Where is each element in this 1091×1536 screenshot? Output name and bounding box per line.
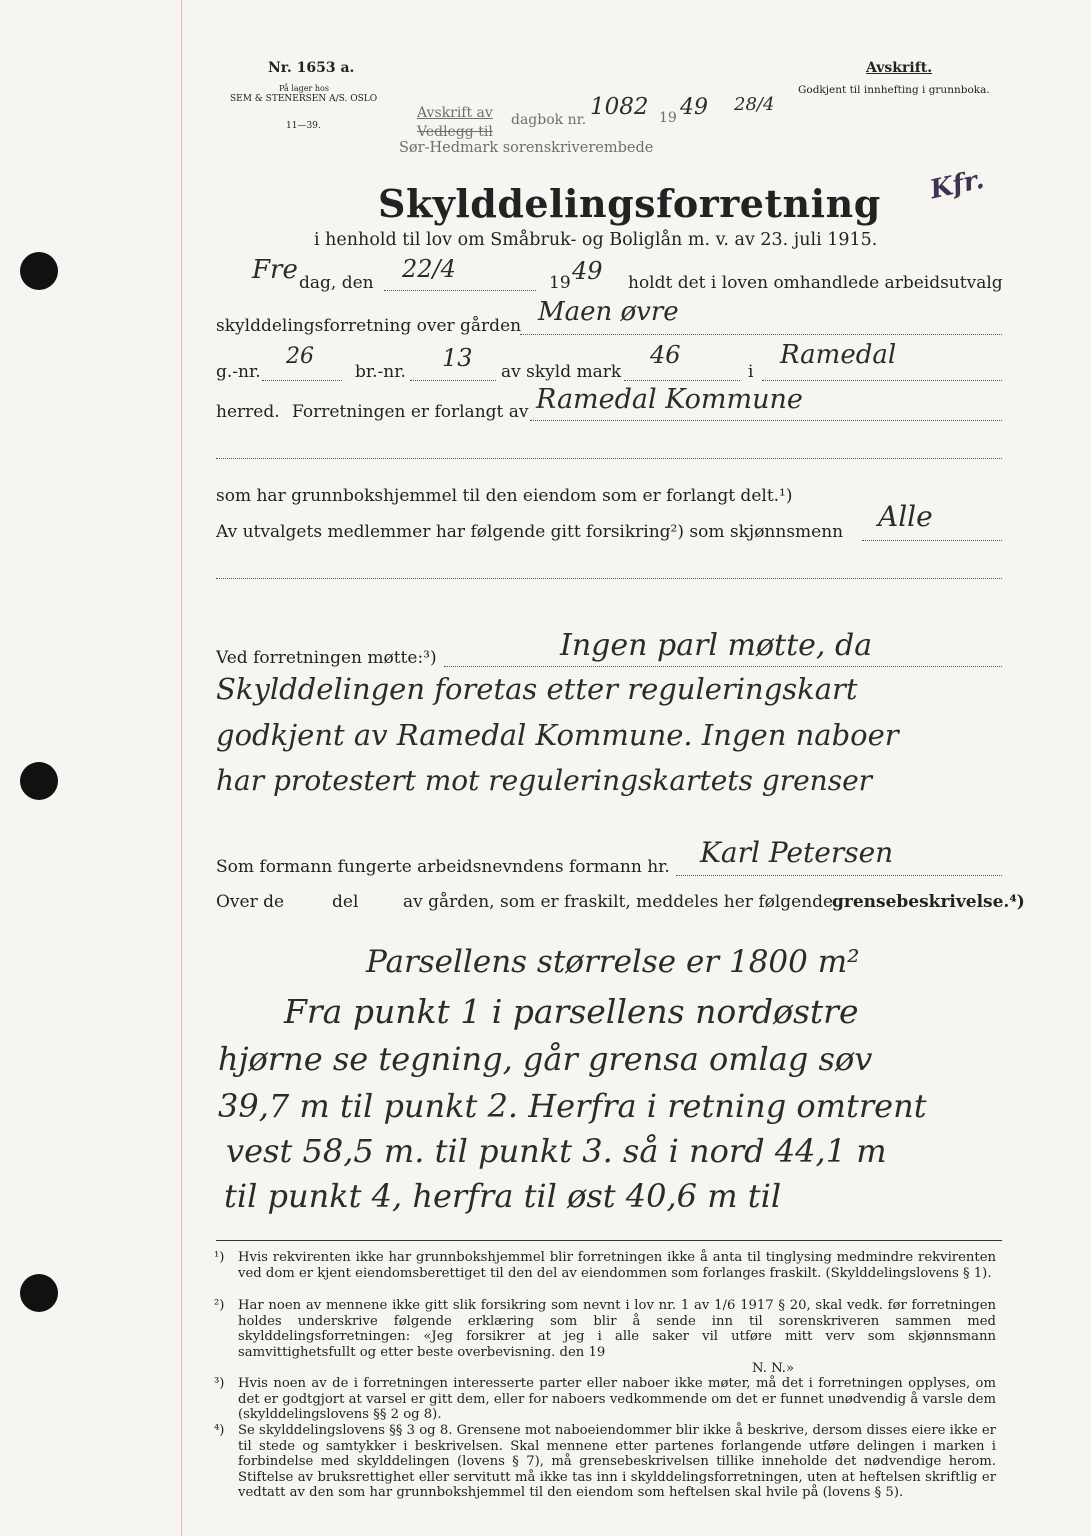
footnote-2	[214, 1298, 1002, 1362]
footnote-3-text: Hvis noen av de i forretningen interesserte parter eller naboer ikke møter, må det i forretningen opplyses, om det er godtgjort at varsel er gitt dem, eller for naboers vedkommende om det er funnet unødvendig å varsle dem (skylddelingslovens §§ 2 og 8).	[238, 1376, 996, 1423]
grunnbok-text: som har grunnbokshjemmel til den eiendom som er forlangt delt.¹)	[216, 486, 793, 506]
date-hand: 22/4	[402, 255, 456, 283]
form-number: Nr. 1653 a.	[268, 60, 355, 76]
blank-dots-1	[216, 458, 1002, 459]
mote-hand-3: godkjent av Ramedal Kommune. Ingen naboer	[216, 718, 899, 752]
blank-dots-2	[216, 578, 1002, 579]
publisher-small: På lager hos	[279, 84, 329, 93]
mote-hand-4: har protestert mot reguleringskartets grenser	[216, 764, 873, 797]
document-title: Skylddelingsforretning	[378, 181, 881, 226]
i-label: i	[748, 362, 754, 382]
brnr-dots	[410, 380, 496, 381]
skyld-hand: 46	[650, 341, 681, 369]
forlangt-label: Forretningen er forlangt av	[292, 402, 529, 422]
description-line-5: vest 58,5 m. til punkt 3. så i nord 44,1 m	[226, 1132, 887, 1170]
herred-dots	[762, 380, 1002, 381]
stamp-avskrift: Avskrift av	[417, 105, 493, 121]
stamp-year-prefix: 19	[659, 110, 677, 126]
punch-hole-middle	[20, 762, 58, 800]
formann-text: Som formann fungerte arbeidsnevndens formann hr.	[216, 857, 670, 877]
footnote-1-text: Hvis rekvirenten ikke har grunnbokshjemmel blir forretningen ikke å anta til tinglysing medmindre rekvirenten ved dom er kjent eiendomsberettiget til den del av eiendommen som forlanges fraskilt. (Skylddelingslovens § 1).	[238, 1250, 996, 1281]
footnote-1	[214, 1250, 1002, 1298]
footnote-2-text: Har noen av mennene ikke gitt slik forsikring som nevnt i lov nr. 1 av 1/6 1917 § 20, skal vedk. før forretningen holdes underskrive følgende erklæring som blir å sende inn til sorenskriveren sammen med skylddelingsforretningen: «Jeg forsikrer at jeg i alle saker vil utføre mitt verv som skjønnsmann samvittighetsfullt og etter beste overbevisning. den 19	[238, 1298, 996, 1360]
herred-hand: Ramedal	[780, 340, 897, 370]
description-line-6: til punkt 4, herfra til øst 40,6 m til	[224, 1177, 782, 1215]
garden-text: av gården, som er fraskilt, meddeles her følgende	[403, 892, 834, 912]
weekday-hand: Fre	[252, 255, 298, 285]
publisher: SEM & STENERSEN A/S. OSLO	[230, 94, 378, 104]
dagbok-number: 1082	[590, 94, 649, 120]
stamp-dagbok: dagbok nr.	[511, 112, 587, 128]
brnr-hand: 13	[442, 344, 473, 372]
stamp-date: 28/4	[734, 94, 775, 115]
footnote-rule	[216, 1240, 1002, 1241]
medlemmer-text: Av utvalgets medlemmer har følgende gitt forsikring²) som skjønnsmenn	[216, 522, 844, 542]
del-label: del	[332, 892, 359, 912]
description-line-4: 39,7 m til punkt 2. Herfra i retning omtrent	[218, 1087, 927, 1125]
mote-dots	[444, 666, 1002, 667]
year-hand: 49	[572, 257, 603, 285]
stamp-year: 49	[680, 95, 708, 120]
description-line-2: Fra punkt 1 i parsellens nordøstre	[284, 992, 859, 1031]
punch-hole-bottom	[20, 1274, 58, 1312]
footnote-4-text: Se skylddelingslovens §§ 3 og 8. Grensene mot naboeiendommer blir ikke å beskrive, dersom disses eiere ikke er til stede og samtykker i beskrivelsen. Skal mennene etter partenes forlangende utføre delingen i marken i forbindelse med skylddelingen (lovens § 7), må grensebeskrivelsen tillike inneholde det nødvendige herom. Stiftelse av bruksrettighet eller servitutt må ikke tas inn i skylddelingsforretningen, uten at heftelsen skriftlig er vedtatt av den som har grunnbokshjemmel til den eiendom som heftelsen skal hvile på (lovens § 5).	[238, 1423, 996, 1501]
footnote-3-mark: ³)	[214, 1376, 225, 1391]
gnr-label: g.-nr.	[216, 362, 261, 382]
mote-hand-2: Skylddelingen foretas etter reguleringskart	[216, 672, 858, 706]
forlangt-hand: Ramedal Kommune	[536, 384, 803, 415]
footnote-1-mark: ¹)	[214, 1250, 225, 1265]
footnote-2-nn: N. N.»	[752, 1361, 795, 1376]
punch-hole-top	[20, 252, 58, 290]
footnote-4	[214, 1423, 1002, 1519]
skyld-dots	[624, 380, 740, 381]
footnote-2-signature	[752, 1361, 832, 1377]
formann-hand: Karl Petersen	[700, 836, 894, 869]
gnr-hand: 26	[286, 344, 314, 369]
description-line-3: hjørne se tegning, går grensa omlag søv	[218, 1040, 873, 1078]
avskrift-title: Avskrift.	[866, 60, 933, 76]
forlangt-dots	[530, 420, 1002, 421]
mote-label: Ved forretningen møtte:³)	[216, 648, 437, 668]
over-de-label: Over de	[216, 892, 285, 912]
date-dots	[384, 290, 536, 291]
stamp-vedlegg: Vedlegg til	[417, 124, 493, 140]
year-prefix: 19	[549, 273, 571, 293]
brnr-label: br.-nr.	[355, 362, 406, 382]
kfr-mark: Kfr.	[927, 164, 987, 206]
footnote-4-mark: ⁴)	[214, 1423, 225, 1438]
medlemmer-hand: Alle	[878, 500, 933, 533]
form-date: 11—39.	[286, 121, 321, 131]
document-subtitle: i henhold til lov om Småbruk- og Boliglån m. v. av 23. juli 1915.	[314, 230, 878, 250]
margin-line	[181, 0, 182, 1536]
grense-label: grensebeskrivelse.⁴)	[832, 892, 1025, 912]
garden-dots	[520, 334, 1002, 335]
gnr-dots	[262, 380, 342, 381]
description-line-1: Parsellens størrelse er 1800 m²	[366, 944, 860, 980]
formann-dots	[676, 875, 1002, 876]
skyld-label: av skyld mark	[501, 362, 622, 382]
footnote-2-mark: ²)	[214, 1298, 225, 1313]
stamp-office: Sør-Hedmark sorenskriverembede	[399, 140, 654, 156]
over-garden-label: skylddelingsforretning over gården	[216, 316, 522, 336]
mote-hand-1: Ingen parl møtte, da	[560, 628, 873, 663]
herred-label: herred.	[216, 402, 280, 422]
holdt-text: holdt det i loven omhandlede arbeidsutvalg	[628, 273, 1003, 293]
garden-hand: Maen øvre	[538, 297, 679, 327]
dag-den-label: dag, den	[299, 273, 374, 293]
avskrift-subtitle: Godkjent til innhefting i grunnboka.	[798, 84, 990, 96]
medlemmer-dots	[862, 540, 1002, 541]
footnote-3	[214, 1376, 1002, 1424]
